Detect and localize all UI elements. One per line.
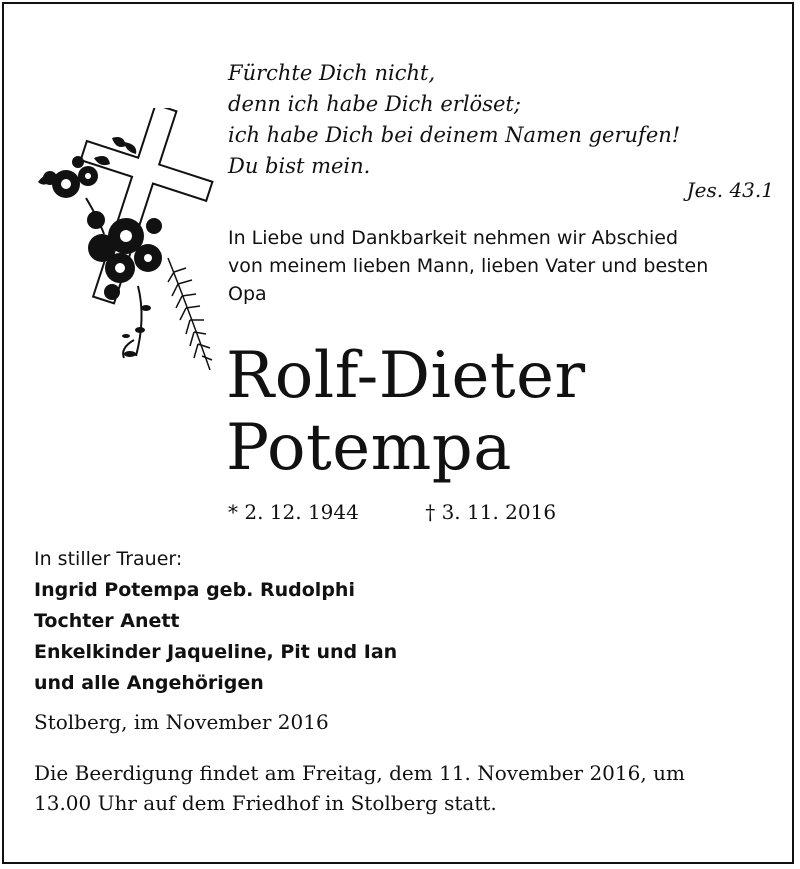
deceased-last-name: Potempa [226,411,512,485]
verse-line: denn ich habe Dich erlöset; [228,92,521,116]
farewell-line: In Liebe und Dankbarkeit nehmen wir Abschied [228,227,679,249]
bible-verse [228,58,778,182]
funeral-line: Die Beerdigung findet am Freitag, dem 11. November 2016, um [34,761,685,785]
mourners-intro: In stiller Trauer: [34,548,183,570]
verse-source: Jes. 43.1 [686,178,774,202]
verse-line: ich habe Dich bei deinem Namen gerufen! [228,123,681,147]
farewell-text [228,224,773,308]
life-dates [228,500,556,524]
funeral-line: 13.00 Uhr auf dem Friedhof in Stolberg statt. [34,791,497,815]
cross-with-roses-icon [28,108,228,388]
deceased-name [226,340,586,484]
mourners-list [34,544,774,699]
verse-line: Fürchte Dich nicht, [228,61,436,85]
farewell-line: Opa [228,283,267,305]
death-date: † 3. 11. 2016 [425,500,557,524]
mourner-name: und alle Angehörigen [34,672,264,694]
funeral-info [34,758,754,818]
birth-date: * 2. 12. 1944 [228,500,359,524]
deceased-first-name: Rolf-Dieter [226,339,586,413]
farewell-line: von meinem lieben Mann, lieben Vater und besten [228,255,709,277]
verse-line: Du bist mein. [228,154,371,178]
mourner-name: Enkelkinder Jaqueline, Pit und Ian [34,641,398,663]
mourner-name: Ingrid Potempa geb. Rudolphi [34,579,355,601]
place-date: Stolberg, im November 2016 [34,710,329,734]
mourner-name: Tochter Anett [34,610,180,632]
